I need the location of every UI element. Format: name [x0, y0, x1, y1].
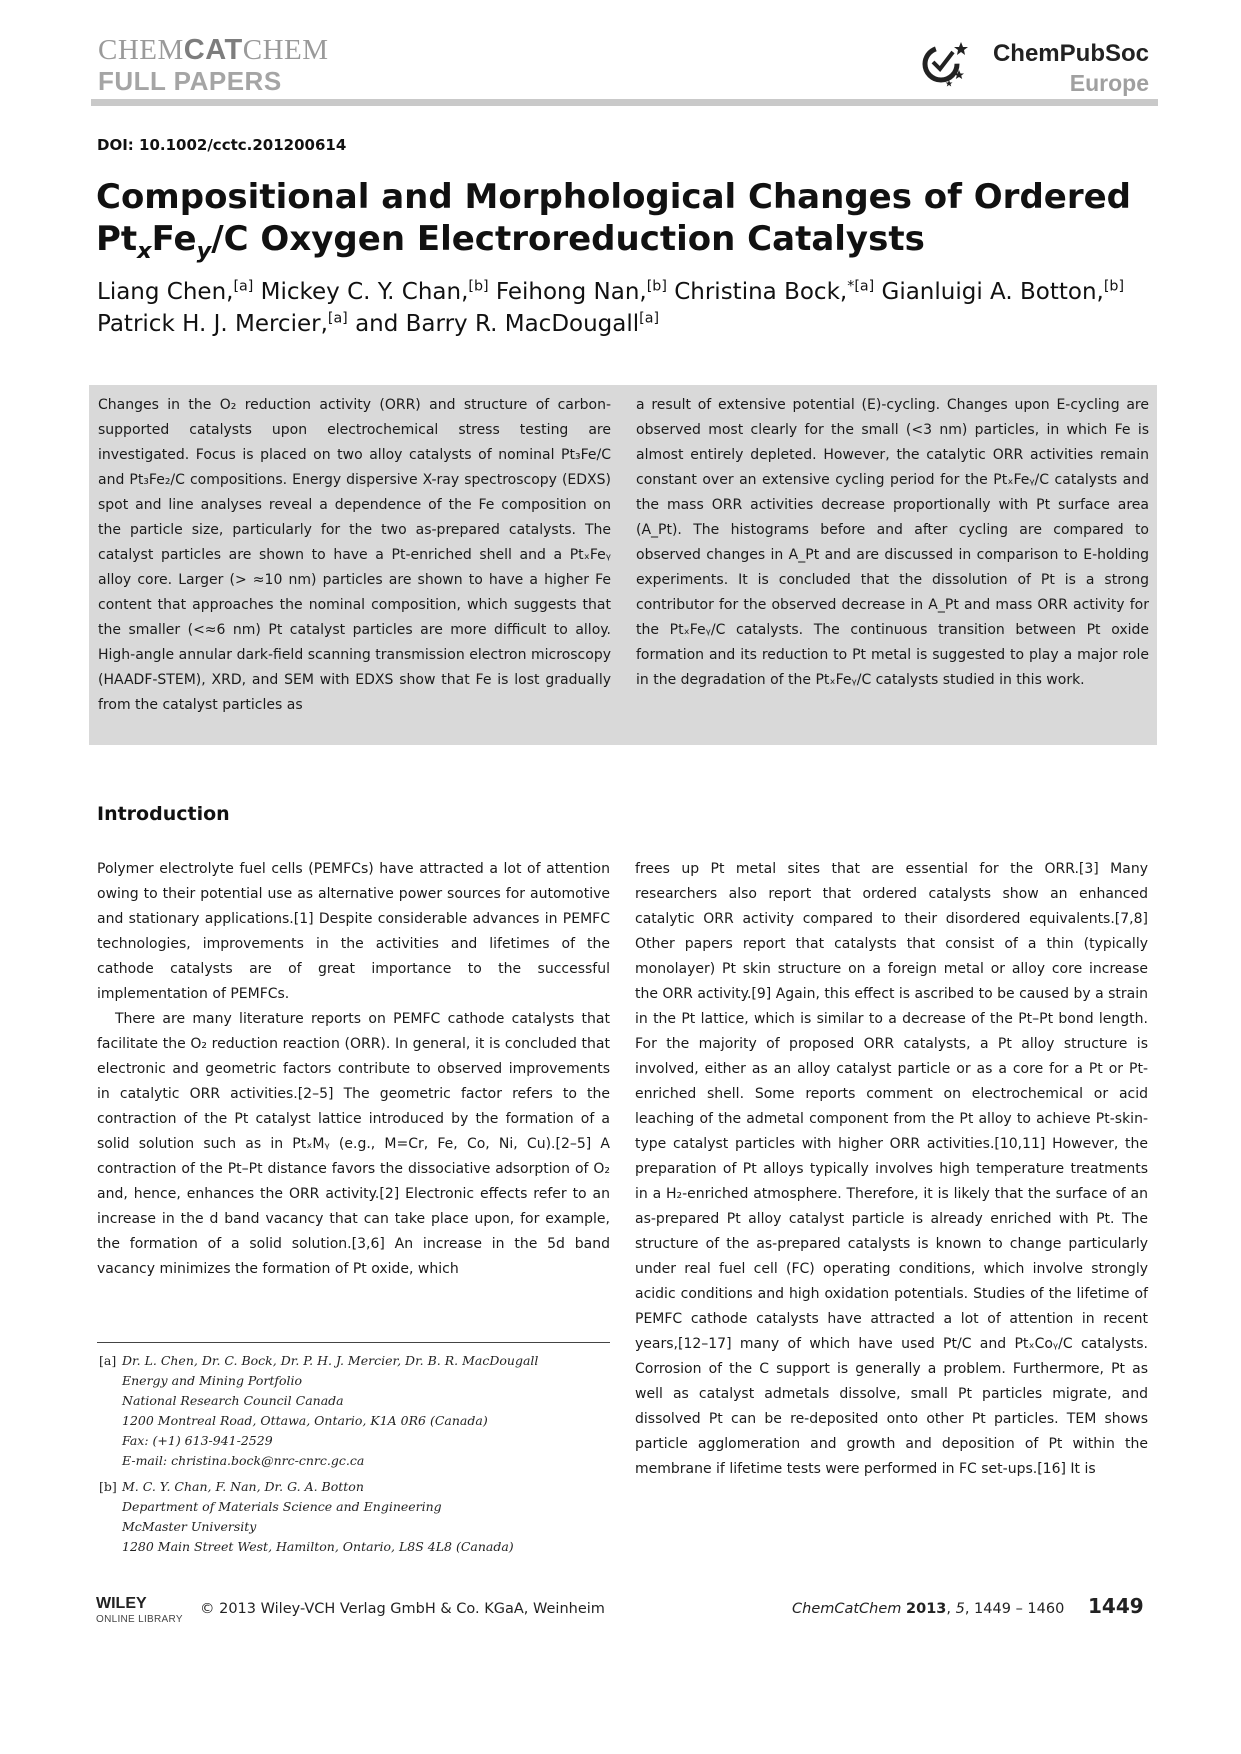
abstract-right-column: a result of extensive potential (E)-cycling. Changes upon E-cycling are observed most clearly for the small (<3 nm) particles, in which Fe is almost entirely depleted. However, the catalytic ORR activities remain constant over an extensive cycling period for the PtₓFeᵧ/C catalysts and the mass ORR activities decrease proportionally with Pt surface area (A_Pt). The histograms before and after cycling are compared to observed changes in A_Pt and are discussed in comparison to E-holding experiments. It is concluded that the dissolution of Pt is a strong contributor for the observed decrease in A_Pt and mass ORR activity for the PtₓFeᵧ/C catalysts. The continuous transition between Pt oxide formation and its reduction to Pt metal is suggested to play a major role in the degradation of the PtₓFeᵧ/C catalysts studied in this work.	[636, 397, 1149, 688]
affiliation-a	[97, 1351, 617, 1471]
affiliation-line: Dr. L. Chen, Dr. C. Bock, Dr. P. H. J. Mercier, Dr. B. R. MacDougall	[122, 1353, 539, 1368]
affiliation-label: [b]	[99, 1479, 117, 1494]
affiliation-line: National Research Council Canada	[122, 1393, 344, 1408]
author: and Barry R. MacDougall	[355, 311, 640, 337]
affiliation-line: Fax: (+1) 613-941-2529	[122, 1433, 273, 1448]
publisher-name: ChemPubSoc	[992, 40, 1149, 67]
journal-name-pre: CHEM	[98, 34, 184, 66]
author: Christina Bock,	[674, 279, 848, 305]
wiley-logo[interactable]	[96, 1595, 190, 1629]
paragraph: Polymer electrolyte fuel cells (PEMFCs) have attracted a lot of attention owing to their potential use as alternative power sources for automotive and stationary applications.[1] Despite considerable advances in PEMFC technologies, improvements in the activities and lifetimes of the cathode catalysts are of great importance to the successful implementation of PEMFCs.	[97, 861, 610, 1002]
header-rule	[91, 99, 1158, 106]
title-line-1: Compositional and Morphological Changes of Ordered	[96, 177, 1132, 217]
body-right-column	[635, 857, 1148, 1482]
copyright: © 2013 Wiley-VCH Verlag GmbH & Co. KGaA, Weinheim	[200, 1601, 605, 1617]
wiley-logo-text: WILEY	[96, 1595, 147, 1612]
section-type: FULL PAPERS	[98, 66, 282, 96]
article-title	[96, 176, 1156, 264]
author: Mickey C. Y. Chan,	[260, 279, 469, 305]
title-line-2: $Pt_xFe_y/C$ Oxygen Electroreduction Catalysts	[96, 219, 925, 264]
citation: ChemCatChem 2013, 5, 1449 – 1460	[792, 1601, 1065, 1617]
author: Gianluigi A. Botton,	[881, 279, 1104, 305]
affiliation-line: Energy and Mining Portfolio	[122, 1373, 303, 1388]
footnote-rule	[97, 1342, 610, 1343]
section-heading: Introduction	[97, 803, 230, 825]
affiliation-line: M. C. Y. Chan, F. Nan, Dr. G. A. Botton	[122, 1479, 364, 1494]
author: Liang Chen,	[97, 279, 234, 305]
doi: DOI: 10.1002/cctc.201200614	[97, 136, 347, 154]
author-list: Liang Chen,[a] Mickey C. Y. Chan,[b] Feihong Nan,[b] Christina Bock,$^{*[a]}$ Gianluigi A. Botton,[b] Patrick H. J. Mercier,[a] and Barry R. MacDougall[a]	[97, 278, 1125, 337]
body-left-column	[97, 857, 610, 1282]
affiliation-line: Department of Materials Science and Engineering	[122, 1499, 442, 1514]
journal-name-post: CHEM	[242, 34, 329, 66]
page-number: 1449	[1088, 1594, 1144, 1618]
affiliation-email[interactable]: E-mail: christina.bock@nrc-cnrc.gc.ca	[122, 1453, 365, 1468]
author: Patrick H. J. Mercier,	[97, 311, 328, 337]
author: Feihong Nan,	[495, 279, 647, 305]
abstract-box	[89, 385, 1157, 745]
wiley-logo-subtext: ONLINE LIBRARY	[96, 1614, 183, 1625]
affiliation-line: McMaster University	[122, 1519, 257, 1534]
publisher-region: Europe	[1069, 70, 1149, 96]
affiliation-label: [a]	[99, 1353, 117, 1368]
paragraph: There are many literature reports on PEMFC cathode catalysts that facilitate the O₂ reduction reaction (ORR). In general, it is concluded that electronic and geometric factors contribute to observed improvements in catalytic ORR activities.[2–5] The geometric factor refers to the contraction of the Pt catalyst lattice introduced by the formation of a solid solution such as in PtₓMᵧ (e.g., M=Cr, Fe, Co, Ni, Cu).[2–5] A contraction of the Pt–Pt distance favors the dissociative adsorption of O₂ and, hence, enhances the ORR activity.[2] Electronic effects refer to an increase in the d band vacancy that can take place upon, for example, the formation of a solid solution.[3,6] An increase in the 5d band vacancy minimizes the formation of Pt oxide, which	[97, 1011, 610, 1277]
publisher-logo	[919, 38, 1149, 98]
star-badge-icon	[919, 38, 973, 92]
abstract-left-column: Changes in the O₂ reduction activity (ORR) and structure of carbon-supported catalysts upon electrochemical stress testing are investigated. Focus is placed on two alloy catalysts of nominal Pt₃Fe/C and Pt₃Fe₂/C compositions. Energy dispersive X-ray spectroscopy (EDXS) spot and line analyses reveal a dependence of the Fe composition on the particle size, particularly for the two as-prepared catalysts. The catalyst particles are shown to have a Pt-enriched shell and a PtₓFeᵧ alloy core. Larger (> ≈10 nm) particles are shown to have a higher Fe content that approaches the nominal composition, which suggests that the smaller (<≈6 nm) Pt catalyst particles are more difficult to alloy. High-angle annular dark-field scanning transmission electron microscopy (HAADF-STEM), XRD, and SEM with EDXS show that Fe is lost gradually from the catalyst particles as	[98, 397, 611, 713]
affiliation-line: 1200 Montreal Road, Ottawa, Ontario, K1A 0R6 (Canada)	[122, 1413, 488, 1428]
journal-name	[98, 36, 329, 65]
affiliation-b	[97, 1477, 617, 1557]
affiliation-line: 1280 Main Street West, Hamilton, Ontario, L8S 4L8 (Canada)	[122, 1539, 514, 1554]
paragraph: frees up Pt metal sites that are essential for the ORR.[3] Many researchers also report that ordered catalysts show an enhanced catalytic ORR activity compared to their disordered equivalents.[7,8] Other papers report that catalysts that consist of a thin (typically monolayer) Pt skin structure on a foreign metal or alloy core increase the ORR activity.[9] Again, this effect is ascribed to be caused by a strain in the Pt lattice, which is similar to a decrease of the Pt–Pt bond length. For the majority of proposed ORR catalysts, a Pt alloy structure is involved, either as an alloy catalyst particle or as a core for a Pt or Pt-enriched shell. Some reports comment on electrochemical or acid leaching of the admetal component from the Pt alloy to achieve Pt-skin-type catalyst particles with higher ORR activities.[10,11] However, the preparation of Pt alloys typically involves high temperature treatments in a H₂-enriched atmosphere. Therefore, it is likely that the surface of an as-prepared Pt alloy catalyst particle is already enriched with Pt. The structure of the as-prepared catalysts is known to change particularly under real fuel cell (FC) operating conditions, which involve strongly acidic conditions and high oxidation potentials. Studies of the lifetime of PEMFC cathode catalysts have attracted a lot of attention in recent years,[12–17] many of which have used Pt/C and PtₓCoᵧ/C catalysts. Corrosion of the C support is generally a problem. Furthermore, Pt as well as catalyst admetals dissolve, small Pt particles migrate, and dissolved Pt can be re-deposited onto other Pt particles. TEM shows particle agglomeration and growth and deposition of Pt within the membrane if lifetime tests were performed in FC set-ups.[16] It is	[635, 861, 1148, 1477]
journal-name-mid: CAT	[183, 34, 243, 66]
affiliations	[97, 1351, 617, 1563]
